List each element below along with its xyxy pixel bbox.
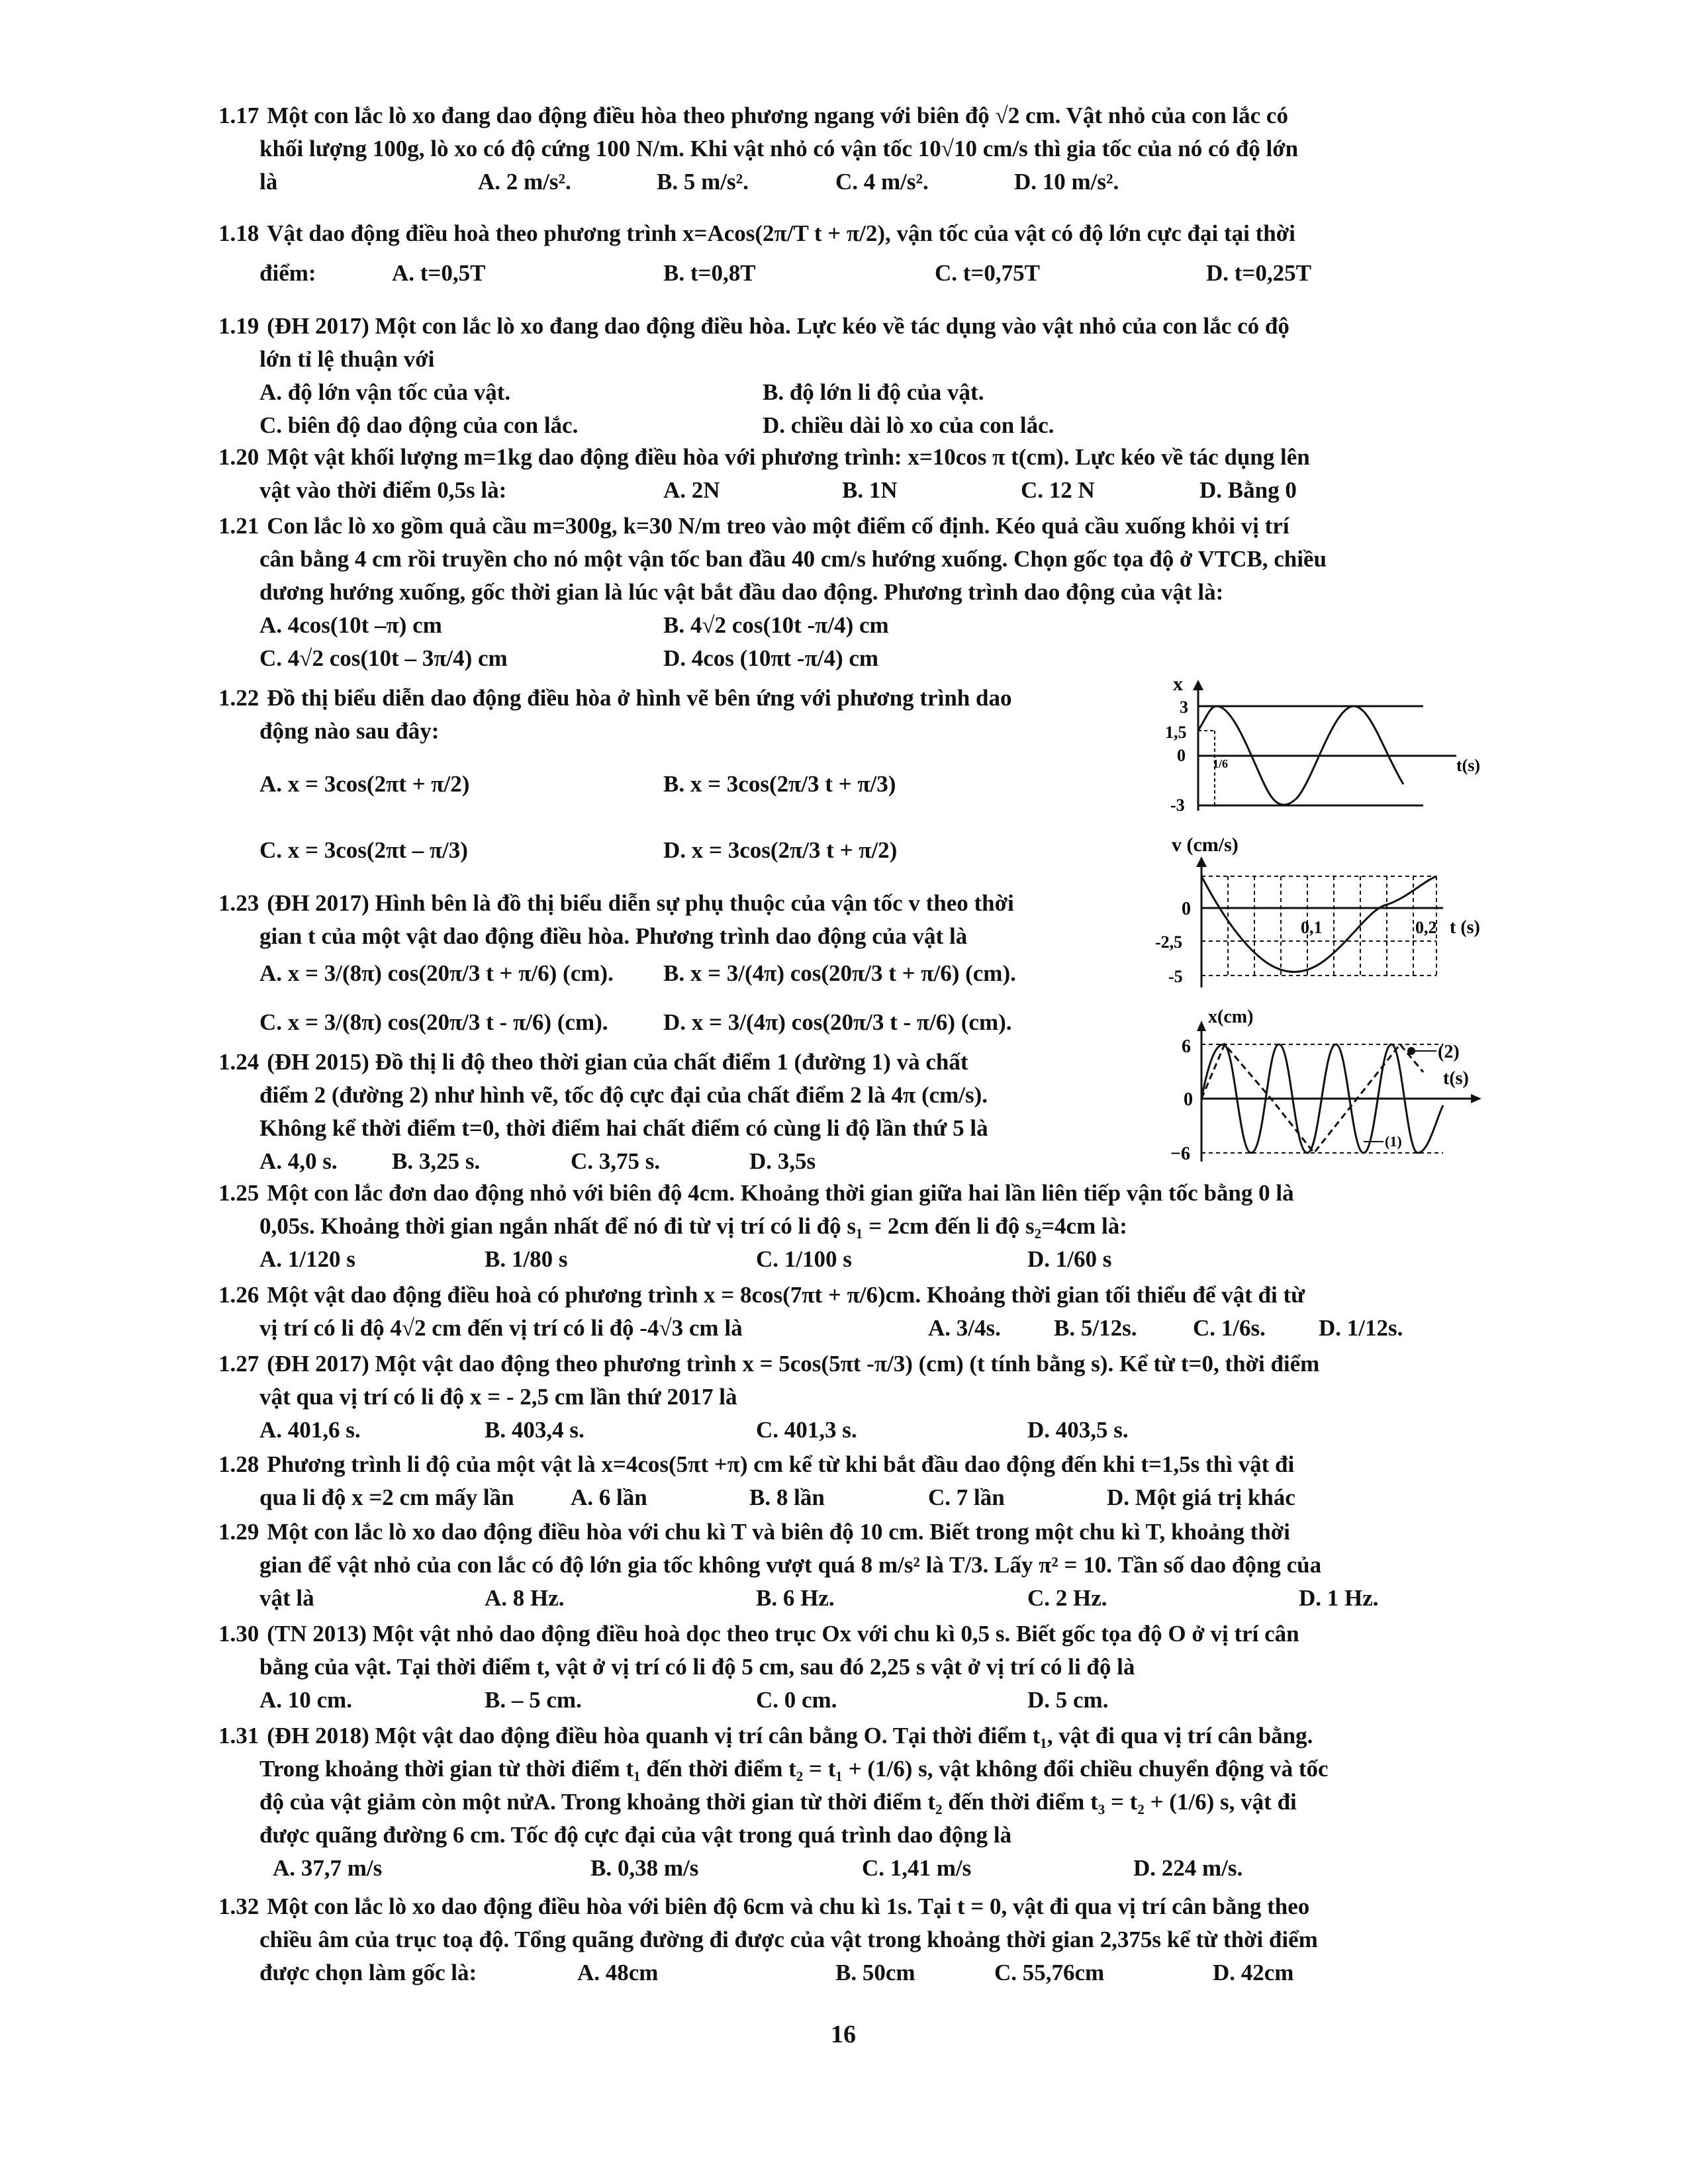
question-lead: vị trí có li độ 4√2 cm đến vị trí có li độ -4√3 cm là [259, 1315, 743, 1341]
option-a: A. 2N [663, 477, 720, 503]
question-text: Vật dao động điều hoà theo phương trình x=Acos(2π/T t + π/2), vận tốc của vật có độ lớn cực đại tại thời [267, 220, 1295, 246]
y-axis-label: x(cm) [1208, 1007, 1254, 1027]
option-b: B. 403,4 s. [485, 1417, 585, 1443]
x-tick-0-2: 0,2 [1415, 918, 1437, 937]
question-1-31 [218, 1719, 1463, 1885]
question-text: (TN 2013) Một vật nhỏ dao động điều hoà dọc theo trục Ox với chu kì 0,5 s. Biết gốc tọa độ O ở vị trí cân [267, 1621, 1299, 1647]
option-b: B. x = 3cos(2π/3 t + π/3) [663, 771, 896, 797]
question-text: Đồ thị biểu diễn dao động điều hòa ở hình vẽ bên ứng với phương trình dao [267, 685, 1012, 711]
option-b: B. 1N [842, 477, 898, 503]
option-c: C. 1/6s. [1193, 1315, 1266, 1341]
question-number: 1.26 [218, 1282, 259, 1308]
question-text: Một con lắc lò xo đang dao động điều hòa theo phương ngang với biên độ √2 cm. Vật nhỏ của con lắc có [267, 103, 1288, 128]
question-text: (ĐH 2017) Một vật dao động theo phương trình x = 5cos(5πt -π/3) (cm) (t tính bằng s). Kể từ t=0, thời điểm [267, 1351, 1320, 1377]
option-a: A. 10 cm. [259, 1687, 352, 1713]
page-number: 16 [831, 2021, 856, 2048]
question-text: động nào sau đây: [259, 718, 440, 744]
y-axis-arrow [1196, 856, 1207, 867]
x-axis-label: t (s) [1450, 917, 1480, 938]
question-1-22 [218, 682, 1158, 867]
option-d: D. 42cm [1213, 1960, 1294, 1985]
x-tick: 1/6 [1213, 757, 1229, 770]
question-text: (ĐH 2018) Một vật dao động điều hòa quanh vị trí cân bằng O. Tại thời điểm t₁, vật đi qua vị trí cân bằng. [267, 1723, 1313, 1749]
question-text: Con lắc lò xo gồm quả cầu m=300g, k=30 N/m treo vào một điểm cố định. Kéo quả cầu xuống khỏi vị trí [267, 513, 1289, 539]
graph-question-1-22 [1165, 678, 1509, 821]
question-1-29 [218, 1516, 1463, 1615]
option-a: A. độ lớn vận tốc của vật. [259, 379, 511, 405]
option-c: C. t=0,75T [935, 260, 1040, 286]
question-1-21 [218, 510, 1463, 675]
question-text: Một con lắc đơn dao động nhỏ với biên độ 4cm. Khoảng thời gian giữa hai lần liên tiếp vận tốc bằng 0 là [267, 1180, 1294, 1206]
question-lead: là [259, 169, 278, 195]
option-a: A. 4,0 s. [259, 1148, 338, 1174]
option-d: D. 1/60 s [1027, 1246, 1112, 1272]
y-tick-neg3: -3 [1170, 796, 1185, 815]
option-a: A. 8 Hz. [485, 1585, 565, 1611]
question-number: 1.30 [218, 1621, 259, 1647]
option-c: C. 12 N [1021, 477, 1095, 503]
question-1-26 [218, 1279, 1463, 1345]
question-number: 1.32 [218, 1893, 259, 1919]
question-text: vật qua vị trí có li độ x = - 2,5 cm lần thứ 2017 là [259, 1384, 737, 1410]
option-b: B. 0,38 m/s [590, 1855, 699, 1881]
option-b: B. 4√2 cos(10t -π/4) cm [663, 612, 889, 638]
question-1-27 [218, 1347, 1463, 1447]
y-axis-arrow [1193, 680, 1203, 690]
option-b: B. 3,25 s. [392, 1148, 481, 1174]
option-c: C. 2 Hz. [1027, 1585, 1107, 1611]
y-tick-6: 6 [1182, 1036, 1191, 1057]
option-d: D. 1 Hz. [1299, 1585, 1379, 1611]
option-b: B. 5/12s. [1054, 1315, 1137, 1341]
x-axis-label: t(s) [1443, 1068, 1469, 1089]
question-text: điểm 2 (đường 2) như hình vẽ, tốc độ cực đại của chất điểm 2 là 4π (cm/s). [259, 1082, 988, 1108]
question-number: 1.29 [218, 1519, 259, 1545]
question-1-20 [218, 441, 1463, 507]
question-text: (ĐH 2015) Đồ thị li độ theo thời gian của chất điểm 1 (đường 1) và chất [267, 1049, 968, 1075]
option-d: D. chiều dài lò xo của con lắc. [763, 412, 1055, 438]
option-a: A. 3/4s. [928, 1315, 1001, 1341]
curve-1-label: (1) [1385, 1133, 1402, 1150]
option-c: C. 4 m/s². [835, 169, 929, 195]
question-text: được quãng đường 6 cm. Tốc độ cực đại của vật trong quá trình dao động là [259, 1822, 1012, 1848]
question-number: 1.31 [218, 1723, 259, 1749]
option-c: C. 0 cm. [756, 1687, 837, 1713]
option-c: C. 401,3 s. [756, 1417, 857, 1443]
option-b: B. t=0,8T [663, 260, 756, 286]
option-a: A. x = 3cos(2πt + π/2) [259, 771, 470, 797]
option-d: D. 4cos (10πt -π/4) cm [663, 645, 879, 671]
y-tick-0: 0 [1177, 746, 1186, 765]
option-b: B. 50cm [835, 1960, 915, 1985]
y-tick-neg6: −6 [1170, 1144, 1190, 1164]
question-1-19 [218, 310, 1463, 442]
option-b: B. độ lớn li độ của vật. [763, 379, 984, 405]
option-b: B. – 5 cm. [485, 1687, 582, 1713]
question-1-17 [218, 99, 1463, 199]
option-a: A. 48cm [577, 1960, 659, 1985]
option-d: D. 1/12s. [1319, 1315, 1403, 1341]
option-c: C. biên độ dao động của con lắc. [259, 412, 579, 438]
question-text: chiều âm của trục toạ độ. Tổng quãng đường đi được của vật trong khoảng thời gian 2,375s kể từ thời điểm [259, 1927, 1318, 1952]
question-text: 0,05s. Khoảng thời gian ngắn nhất để nó đi từ vị trí có li độ s₁ = 2cm đến li độ s₂=4cm là: [259, 1213, 1127, 1239]
y-tick-neg5: -5 [1168, 967, 1183, 986]
question-lead: qua li độ x =2 cm mấy lần [259, 1484, 514, 1510]
option-a: A. 401,6 s. [259, 1417, 361, 1443]
option-d: D. 3,5s [749, 1148, 816, 1174]
graph-question-1-24 [1165, 1006, 1509, 1168]
option-a: A. 6 lần [571, 1484, 647, 1510]
graph-question-1-23 [1152, 835, 1509, 997]
question-text: độ của vật giảm còn một nửA. Trong khoảng thời gian từ thời điểm t₂ đến thời điểm t₃ = t₂ + (1/6) s, vật đi [259, 1789, 1297, 1815]
question-number: 1.23 [218, 890, 259, 916]
option-d: D. x = 3/(4π) cos(20π/3 t - π/6) (cm). [663, 1009, 1012, 1035]
option-c: C. x = 3cos(2πt – π/3) [259, 837, 468, 863]
question-text: gian t của một vật dao động điều hòa. Phương trình dao động của vật là [259, 923, 968, 949]
y-tick-neg2-5: -2,5 [1155, 933, 1183, 952]
question-lead: được chọn làm gốc là: [259, 1960, 477, 1985]
question-1-28 [218, 1448, 1463, 1514]
option-d: D. t=0,25T [1206, 260, 1311, 286]
curve-2-marker [1407, 1047, 1415, 1055]
question-number: 1.20 [218, 444, 259, 470]
question-number: 1.28 [218, 1451, 259, 1477]
question-text: Một vật khối lượng m=1kg dao động điều hòa với phương trình: x=10cos π t(cm). Lực kéo về tác dụng lên [267, 444, 1310, 470]
option-c: C. 1/100 s [756, 1246, 852, 1272]
y-axis-label: v (cm/s) [1172, 835, 1239, 856]
question-1-30 [218, 1617, 1463, 1717]
question-lead: vật vào thời điểm 0,5s là: [259, 477, 507, 503]
option-b: B. 8 lần [749, 1484, 825, 1510]
option-a: A. 4cos(10t –π) cm [259, 612, 442, 638]
option-a: A. 37,7 m/s [273, 1855, 383, 1881]
option-c: C. x = 3/(8π) cos(20π/3 t - π/6) (cm). [259, 1009, 608, 1035]
option-c: C. 7 lần [928, 1484, 1005, 1510]
question-number: 1.21 [218, 513, 259, 539]
option-d: D. Một giá trị khác [1107, 1484, 1295, 1510]
option-d: D. 10 m/s². [1014, 169, 1119, 195]
x-axis-arrow [1471, 1094, 1481, 1103]
question-number: 1.24 [218, 1049, 259, 1075]
option-a: A. 2 m/s². [478, 169, 571, 195]
question-number: 1.22 [218, 685, 259, 711]
y-tick-0: 0 [1182, 899, 1191, 919]
option-c: C. 1,41 m/s [862, 1855, 972, 1881]
option-d: D. x = 3cos(2π/3 t + π/2) [663, 837, 898, 863]
question-text: bằng của vật. Tại thời điểm t, vật ở vị trí có li độ 5 cm, sau đó 2,25 s vật ở vị trí có li độ là [259, 1654, 1135, 1680]
question-1-32 [218, 1890, 1463, 1989]
question-text: gian để vật nhỏ của con lắc có độ lớn gia tốc không vượt quá 8 m/s² là T/3. Lấy π² = 10. Tần số dao động của [259, 1552, 1322, 1578]
option-d: D. 403,5 s. [1027, 1417, 1129, 1443]
curve-2-label: (2) [1438, 1042, 1460, 1062]
option-b: B. 5 m/s². [657, 169, 749, 195]
question-number: 1.27 [218, 1351, 259, 1377]
x-axis-label: t(s) [1456, 756, 1481, 775]
option-d: D. 224 m/s. [1133, 1855, 1243, 1881]
question-number: 1.25 [218, 1180, 259, 1206]
question-text: lớn tỉ lệ thuận với [259, 346, 435, 372]
option-a: A. x = 3/(8π) cos(20π/3 t + π/6) (cm). [259, 960, 614, 986]
y-axis-arrow [1197, 1021, 1206, 1031]
question-text: cân bằng 4 cm rồi truyền cho nó một vận tốc ban đầu 40 cm/s hướng xuống. Chọn gốc tọa độ ở VTCB, chiều [259, 546, 1327, 572]
question-text: Không kể thời điểm t=0, thời điểm hai chất điểm có cùng li độ lần thứ 5 là [259, 1115, 988, 1141]
y-axis-label: x [1173, 678, 1183, 695]
question-text: Một con lắc lò xo dao động điều hòa với biên độ 6cm và chu kì 1s. Tại t = 0, vật đi qua vị trí cân bằng theo [267, 1893, 1310, 1919]
option-c: C. 55,76cm [994, 1960, 1105, 1985]
option-a: A. t=0,5T [392, 260, 486, 286]
question-text: dương hướng xuống, gốc thời gian là lúc vật bắt đầu dao động. Phương trình dao động của vật là: [259, 579, 1224, 605]
question-text: Một con lắc lò xo dao động điều hòa với chu kì T và biên độ 10 cm. Biết trong một chu kì T, khoảng thời [267, 1519, 1290, 1545]
question-text: (ĐH 2017) Một con lắc lò xo đang dao động điều hòa. Lực kéo về tác dụng vào vật nhỏ của con lắc có độ [267, 313, 1289, 339]
option-b: B. 6 Hz. [756, 1585, 835, 1611]
question-number: 1.18 [218, 220, 259, 246]
question-number: 1.19 [218, 313, 259, 339]
y-tick-0: 0 [1184, 1089, 1193, 1110]
question-1-25 [218, 1177, 1463, 1276]
question-lead: điểm: [259, 260, 316, 286]
option-a: A. 1/120 s [259, 1246, 355, 1272]
question-lead: vật là [259, 1585, 314, 1611]
question-text: Trong khoảng thời gian từ thời điểm t₁ đến thời điểm t₂ = t₁ + (1/6) s, vật không đổi chiều chuyển động và tốc [259, 1756, 1329, 1782]
question-1-23 [218, 887, 1158, 1039]
option-b: B. x = 3/(4π) cos(20π/3 t + π/6) (cm). [663, 960, 1016, 986]
question-1-24 [218, 1046, 1158, 1178]
question-text: Phương trình li độ của một vật là x=4cos(5πt +π) cm kể từ khi bắt đầu dao động đến khi t=1,5s thì vật đi [267, 1451, 1295, 1477]
question-1-18 [218, 210, 1463, 290]
option-c: C. 3,75 s. [571, 1148, 661, 1174]
option-b: B. 1/80 s [485, 1246, 568, 1272]
question-number: 1.17 [218, 103, 259, 128]
option-c: C. 4√2 cos(10t – 3π/4) cm [259, 645, 508, 671]
y-tick-1-5: 1,5 [1165, 723, 1187, 742]
x-tick-0-1: 0,1 [1301, 918, 1323, 937]
question-text: (ĐH 2017) Hình bên là đồ thị biểu diễn sự phụ thuộc của vận tốc v theo thời [267, 890, 1014, 916]
question-text: khối lượng 100g, lò xo có độ cứng 100 N/m. Khi vật nhỏ có vận tốc 10√10 cm/s thì gia tốc của nó có độ lớn [259, 136, 1299, 161]
y-tick-3: 3 [1180, 698, 1188, 717]
option-d: D. 5 cm. [1027, 1687, 1109, 1713]
option-d: D. Bằng 0 [1199, 477, 1297, 503]
question-text: Một vật dao động điều hoà có phương trình x = 8cos(7πt + π/6)cm. Khoảng thời gian tối thiểu để vật đi từ [267, 1282, 1305, 1308]
